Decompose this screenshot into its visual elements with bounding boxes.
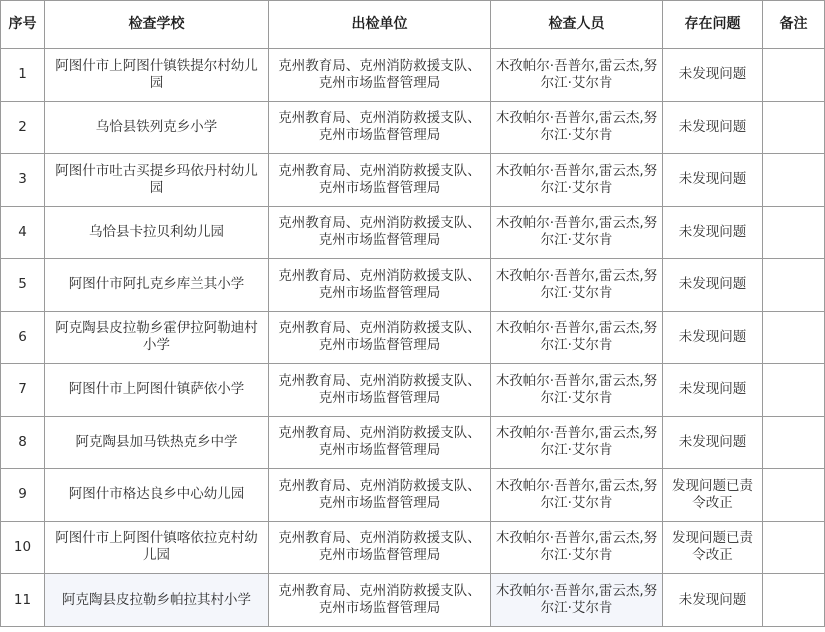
cell-school: 阿图什市吐古买提乡玛依丹村幼儿园 [45,154,269,207]
cell-seq: 9 [1,469,45,522]
cell-seq: 6 [1,311,45,364]
header-remark: 备注 [763,1,825,49]
cell-seq: 3 [1,154,45,207]
header-inspector: 检查人员 [491,1,663,49]
cell-unit: 克州教育局、克州消防救援支队、克州市场监督管理局 [269,259,491,312]
table-row [1,416,825,469]
header-issue: 存在问题 [663,1,763,49]
table-row [1,311,825,364]
cell-issue: 未发现问题 [663,206,763,259]
cell-issue: 未发现问题 [663,364,763,417]
cell-remark [763,206,825,259]
cell-issue: 未发现问题 [663,49,763,102]
cell-inspector: 木孜帕尔·吾普尔,雷云杰,努尔江·艾尔肯 [491,416,663,469]
cell-remark [763,259,825,312]
cell-remark [763,364,825,417]
cell-inspector: 木孜帕尔·吾普尔,雷云杰,努尔江·艾尔肯 [491,311,663,364]
table-row [1,521,825,574]
cell-seq: 2 [1,101,45,154]
cell-issue: 未发现问题 [663,101,763,154]
cell-remark [763,574,825,627]
cell-unit: 克州教育局、克州消防救援支队、克州市场监督管理局 [269,101,491,154]
cell-inspector: 木孜帕尔·吾普尔,雷云杰,努尔江·艾尔肯 [491,521,663,574]
cell-inspector: 木孜帕尔·吾普尔,雷云杰,努尔江·艾尔肯 [491,49,663,102]
cell-unit: 克州教育局、克州消防救援支队、克州市场监督管理局 [269,521,491,574]
cell-unit: 克州教育局、克州消防救援支队、克州市场监督管理局 [269,416,491,469]
table-row [1,49,825,102]
cell-inspector: 木孜帕尔·吾普尔,雷云杰,努尔江·艾尔肯 [491,364,663,417]
cell-issue: 未发现问题 [663,311,763,364]
cell-issue: 未发现问题 [663,259,763,312]
cell-inspector: 木孜帕尔·吾普尔,雷云杰,努尔江·艾尔肯 [491,206,663,259]
cell-inspector: 木孜帕尔·吾普尔,雷云杰,努尔江·艾尔肯 [491,574,663,627]
table-row [1,154,825,207]
cell-inspector: 木孜帕尔·吾普尔,雷云杰,努尔江·艾尔肯 [491,101,663,154]
cell-seq: 10 [1,521,45,574]
cell-seq: 4 [1,206,45,259]
table-row [1,206,825,259]
cell-unit: 克州教育局、克州消防救援支队、克州市场监督管理局 [269,574,491,627]
cell-school: 阿图什市格达良乡中心幼儿园 [45,469,269,522]
cell-seq: 5 [1,259,45,312]
cell-remark [763,49,825,102]
table-row [1,101,825,154]
cell-school: 乌恰县卡拉贝利幼儿园 [45,206,269,259]
cell-remark [763,469,825,522]
header-row [1,1,825,49]
cell-remark [763,416,825,469]
cell-school: 阿克陶县皮拉勒乡霍伊拉阿勒迪村小学 [45,311,269,364]
cell-remark [763,101,825,154]
cell-school: 阿图什市上阿图什镇喀依拉克村幼儿园 [45,521,269,574]
cell-issue: 发现问题已责令改正 [663,469,763,522]
cell-school: 阿图什市上阿图什镇萨依小学 [45,364,269,417]
header-unit: 出检单位 [269,1,491,49]
cell-seq: 11 [1,574,45,627]
cell-seq: 8 [1,416,45,469]
table-row [1,259,825,312]
cell-issue: 发现问题已责令改正 [663,521,763,574]
cell-remark [763,154,825,207]
cell-issue: 未发现问题 [663,416,763,469]
cell-remark [763,521,825,574]
cell-unit: 克州教育局、克州消防救援支队、克州市场监督管理局 [269,311,491,364]
cell-inspector: 木孜帕尔·吾普尔,雷云杰,努尔江·艾尔肯 [491,154,663,207]
cell-seq: 1 [1,49,45,102]
table-row [1,364,825,417]
header-school: 检查学校 [45,1,269,49]
table-row [1,574,825,627]
cell-seq: 7 [1,364,45,417]
cell-issue: 未发现问题 [663,154,763,207]
cell-inspector: 木孜帕尔·吾普尔,雷云杰,努尔江·艾尔肯 [491,469,663,522]
cell-school: 阿克陶县加马铁热克乡中学 [45,416,269,469]
cell-unit: 克州教育局、克州消防救援支队、克州市场监督管理局 [269,49,491,102]
table-row [1,469,825,522]
cell-school: 阿图什市阿扎克乡库兰其小学 [45,259,269,312]
cell-unit: 克州教育局、克州消防救援支队、克州市场监督管理局 [269,206,491,259]
header-seq: 序号 [1,1,45,49]
cell-issue: 未发现问题 [663,574,763,627]
cell-remark [763,311,825,364]
cell-school: 阿克陶县皮拉勒乡帕拉其村小学 [45,574,269,627]
cell-school: 阿图什市上阿图什镇铁提尔村幼儿园 [45,49,269,102]
cell-unit: 克州教育局、克州消防救援支队、克州市场监督管理局 [269,364,491,417]
cell-unit: 克州教育局、克州消防救援支队、克州市场监督管理局 [269,154,491,207]
cell-inspector: 木孜帕尔·吾普尔,雷云杰,努尔江·艾尔肯 [491,259,663,312]
cell-school: 乌恰县铁列克乡小学 [45,101,269,154]
cell-unit: 克州教育局、克州消防救援支队、克州市场监督管理局 [269,469,491,522]
